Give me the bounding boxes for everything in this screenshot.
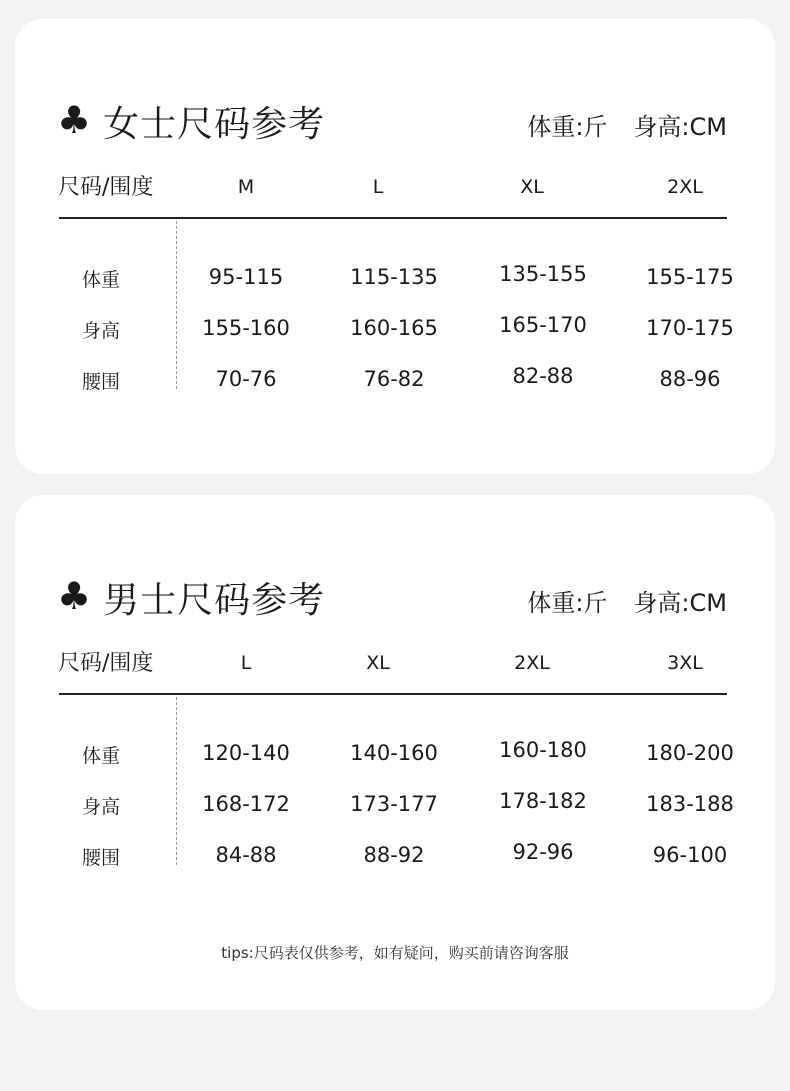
- size-column-header: 2XL: [667, 176, 703, 198]
- men-size-card: [15, 495, 775, 1010]
- dashed-separator: [176, 221, 177, 389]
- table-cell: 88-92: [363, 843, 425, 867]
- table-cell: 173-177: [350, 792, 438, 816]
- height-unit: 身高:CM: [633, 113, 727, 141]
- table-cell: 92-96: [512, 840, 574, 864]
- size-column-header: L: [372, 176, 384, 198]
- table-cell: 155-175: [646, 265, 734, 289]
- table-cell: 160-165: [350, 316, 438, 340]
- size-column-header: 2XL: [514, 652, 550, 674]
- size-column-header: L: [240, 652, 252, 674]
- women-title: 女士尺码参考: [103, 104, 326, 145]
- row-label-height: 身高: [81, 320, 120, 342]
- women-title-row: [57, 96, 325, 147]
- table-cell: 96-100: [652, 843, 728, 867]
- club-icon: ♣: [57, 573, 92, 618]
- women-units: [527, 107, 727, 142]
- row-label-weight: 体重: [81, 745, 120, 767]
- row-label-waist: 腰围: [81, 371, 120, 393]
- men-units: [527, 583, 727, 618]
- dashed-separator: [176, 697, 177, 865]
- table-cell: 95-115: [208, 265, 284, 289]
- row-label-weight: 体重: [81, 269, 120, 291]
- women-size-card: [15, 19, 775, 474]
- club-icon: ♣: [57, 97, 92, 142]
- header-divider: [59, 693, 727, 695]
- table-cell: 76-82: [363, 367, 425, 391]
- weight-unit: 体重:斤: [527, 113, 608, 141]
- size-column-header: 3XL: [667, 652, 703, 674]
- height-unit: 身高:CM: [633, 589, 727, 617]
- size-column-header: XL: [520, 176, 544, 198]
- table-cell: 84-88: [215, 843, 277, 867]
- men-title: 男士尺码参考: [103, 580, 326, 621]
- table-cell: 168-172: [202, 792, 290, 816]
- table-cell: 70-76: [215, 367, 277, 391]
- table-cell: 178-182: [499, 789, 587, 813]
- table-cell: 183-188: [646, 792, 734, 816]
- size-column-header: M: [237, 176, 255, 198]
- table-cell: 165-170: [499, 313, 587, 337]
- weight-unit: 体重:斤: [527, 589, 608, 617]
- table-cell: 170-175: [646, 316, 734, 340]
- row-label-waist: 腰围: [81, 847, 120, 869]
- size-column-header: XL: [366, 652, 390, 674]
- row-label-height: 身高: [81, 796, 120, 818]
- header-divider: [59, 217, 727, 219]
- table-cell: 135-155: [499, 262, 587, 286]
- table-cell: 120-140: [202, 741, 290, 765]
- tips-note: tips:尺码表仅供参考，如有疑问，购买前请咨询客服: [221, 944, 569, 962]
- table-cell: 115-135: [350, 265, 438, 289]
- table-cell: 88-96: [659, 367, 721, 391]
- men-title-row: [57, 572, 325, 623]
- table-cell: 155-160: [202, 316, 290, 340]
- table-cell: 140-160: [350, 741, 438, 765]
- table-cell: 160-180: [499, 738, 587, 762]
- size-header-label: 尺码/围度: [58, 175, 154, 200]
- size-header-label: 尺码/围度: [58, 651, 154, 676]
- table-cell: 180-200: [646, 741, 734, 765]
- table-cell: 82-88: [512, 364, 574, 388]
